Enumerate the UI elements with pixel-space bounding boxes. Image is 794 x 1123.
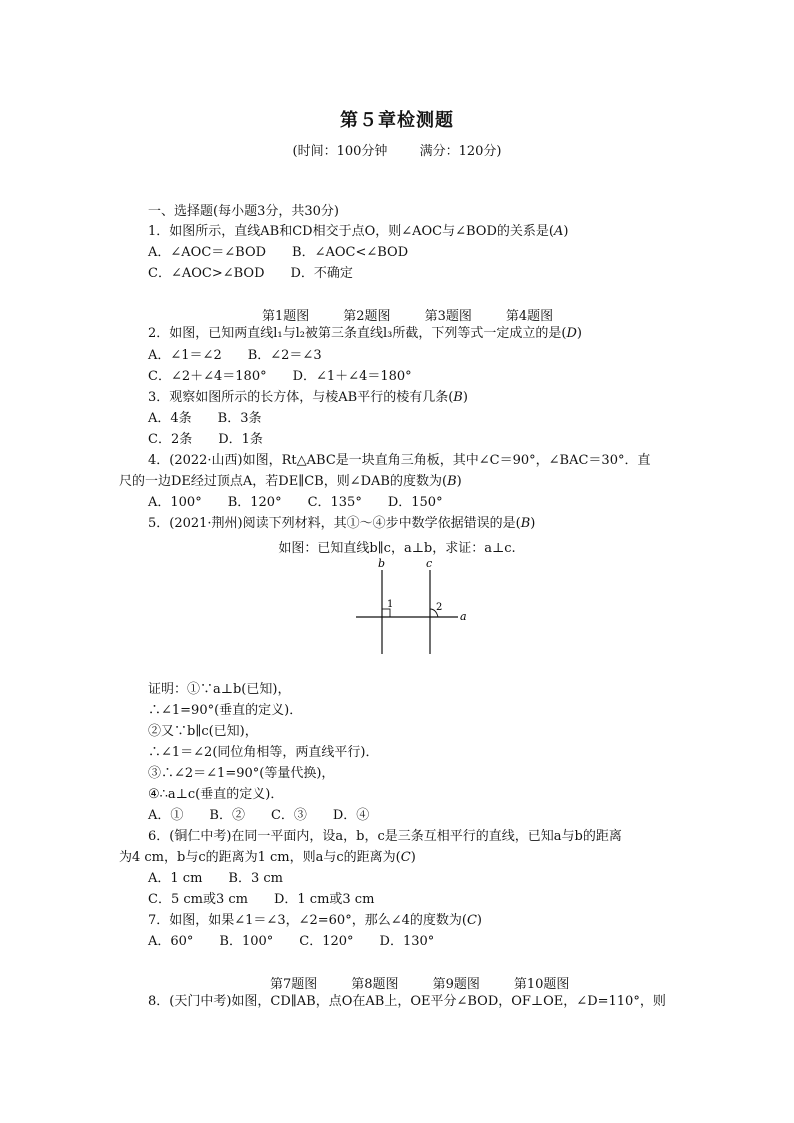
figure-label: 第1题图 — [262, 309, 310, 324]
label-b: b — [378, 557, 386, 570]
question-5-text: 5．(2021·荆州)阅读下列材料，其①～④步中数学依据错误的是( — [148, 516, 521, 531]
question-3-options-cd: C．2条 D．1条 — [148, 432, 263, 447]
question-1-options-cd: C．∠AOC>∠BOD D．不确定 — [148, 266, 353, 281]
time-limit: (时间：100分钟 — [292, 144, 388, 159]
question-4-line-2: 尺的一边DE经过顶点A，若DE∥CB，则∠DAB的度数为(B) — [119, 474, 462, 489]
label-angle-2: 2 — [436, 602, 443, 613]
question-1-answer: A — [553, 224, 564, 239]
question-5-figure — [350, 556, 480, 656]
question-7: 7．如图，如果∠1＝∠3，∠2=60°，那么∠4的度数为(C) — [148, 913, 482, 928]
section-heading: 一、选择题(每小题3分，共30分) — [148, 204, 339, 219]
figure-label: 第10题图 — [513, 977, 570, 992]
question-5-options: A．① B．② C．③ D．④ — [148, 808, 370, 823]
question-1-options-ab: A．∠AOC＝∠BOD B．∠AOC<∠BOD — [148, 245, 409, 260]
proof-line-2: ∴∠1=90°(垂直的定义)． — [148, 703, 303, 718]
label-a: a — [460, 610, 467, 623]
label-angle-1: 1 — [387, 599, 394, 610]
question-2-options-cd: C．∠2＋∠4＝180° D．∠1＋∠4＝180° — [148, 369, 412, 384]
page-title: 第５章检测题 — [340, 110, 454, 131]
question-4-options: A．100° B．120° C．135° D．150° — [148, 495, 443, 510]
question-2-text: 2．如图，已知两直线l₁与l₂被第三条直线l₃所截，下列等式一定成立的是( — [148, 326, 567, 341]
question-3-text: 3．观察如图所示的长方体，与棱AB平行的棱有几条( — [148, 390, 454, 405]
question-1: 1．如图所示，直线AB和CD相交于点O，则∠AOC与∠BOD的关系是(A) — [148, 224, 569, 239]
question-3-answer: B — [453, 390, 463, 405]
figure-label: 第7题图 — [270, 977, 318, 992]
question-5-answer: B — [520, 516, 531, 531]
question-2: 2．如图，已知两直线l₁与l₂被第三条直线l₃所截，下列等式一定成立的是(D) — [148, 326, 582, 341]
figure-label: 第3题图 — [424, 309, 472, 324]
proof-line-3: ②又∵b∥c(已知)， — [148, 724, 258, 739]
proof-line-4: ∴∠1＝∠2(同位角相等，两直线平行)． — [148, 745, 379, 760]
figure-label: 第2题图 — [343, 309, 391, 324]
question-1-text: 1．如图所示，直线AB和CD相交于点O，则∠AOC与∠BOD的关系是( — [148, 224, 554, 239]
question-4-text: 尺的一边DE经过顶点A，若DE∥CB，则∠DAB的度数为( — [119, 474, 448, 489]
question-3-options-ab: A．4条 B．3条 — [148, 411, 262, 426]
question-6-text: 为4 cm，b与c的距离为1 cm，则a与c的距离为( — [119, 850, 401, 865]
proof-line-1: 证明：①∵a⊥b(已知)， — [148, 682, 291, 697]
proof-line-6: ④∴a⊥c(垂直的定义)． — [148, 787, 284, 802]
question-3: 3．观察如图所示的长方体，与棱AB平行的棱有几条(B) — [148, 390, 468, 405]
question-6-options-cd: C．5 cm或3 cm D．1 cm或3 cm — [148, 892, 375, 907]
label-c: c — [426, 557, 433, 570]
question-6-options-ab: A．1 cm B．3 cm — [148, 871, 283, 886]
question-6-line-1: 6．(铜仁中考)在同一平面内，设a，b，c是三条互相平行的直线，已知a与b的距离 — [148, 829, 622, 844]
full-score: 满分：120分) — [419, 144, 502, 159]
proof-line-5: ③∴∠2＝∠1=90°(等量代换)， — [148, 766, 335, 781]
figure-label: 第8题图 — [351, 977, 399, 992]
question-6-line-2: 为4 cm，b与c的距离为1 cm，则a与c的距离为(C) — [119, 850, 416, 865]
exam-info — [0, 140, 794, 159]
question-2-answer: D — [566, 326, 577, 341]
right-angle-mark — [382, 609, 390, 617]
question-7-options: A．60° B．100° C．120° D．130° — [148, 934, 435, 949]
question-6-answer: C — [400, 850, 411, 865]
question-5-given: 如图：已知直线b∥c，a⊥b，求证：a⊥c. — [278, 541, 516, 556]
figure-labels-row-2 — [270, 973, 603, 992]
question-4-line-1: 4．(2022·山西)如图，Rt△ABC是一块直角三角板，其中∠C＝90°，∠BAC＝30°．直 — [148, 453, 651, 468]
question-8: 8．(天门中考)如图，CD∥AB，点O在AB上，OE平分∠BOD，OF⊥OE，∠D=110°，则 — [148, 994, 666, 1009]
question-2-options-ab: A．∠1＝∠2 B．∠2＝∠3 — [148, 348, 322, 363]
figure-labels-row-1 — [262, 305, 587, 324]
question-7-answer: C — [466, 913, 477, 928]
figure-label: 第4题图 — [505, 309, 554, 324]
figure-label: 第9题图 — [432, 977, 480, 992]
question-5: 5．(2021·荆州)阅读下列材料，其①～④步中数学依据错误的是(B) — [148, 516, 536, 531]
question-7-text: 7．如图，如果∠1＝∠3，∠2=60°，那么∠4的度数为( — [148, 913, 467, 928]
question-4-answer: B — [447, 474, 457, 489]
